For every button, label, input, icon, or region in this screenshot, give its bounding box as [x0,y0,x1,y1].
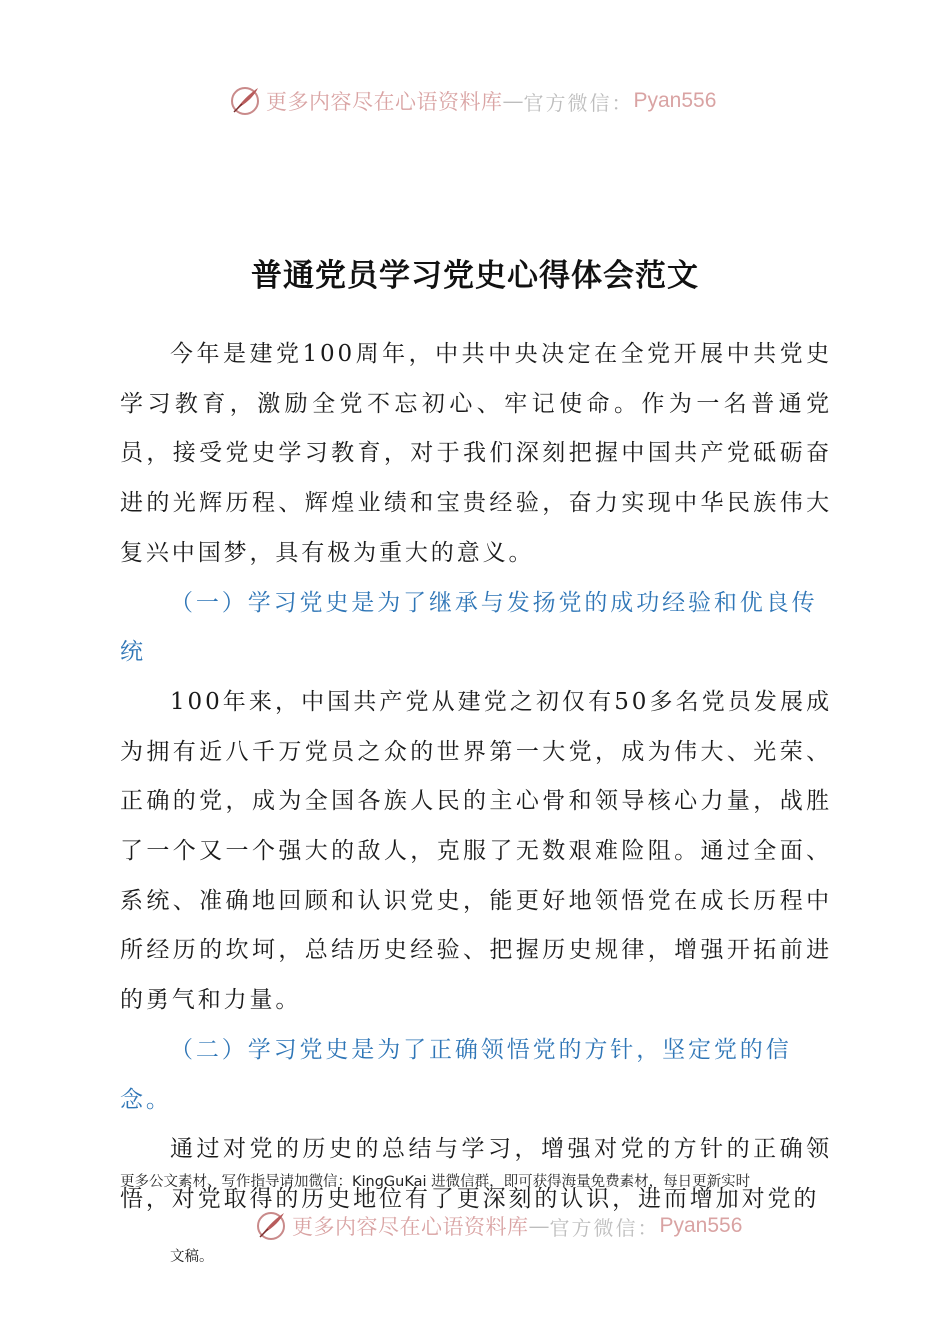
paragraph-section-1: 100年来，中国共产党从建党之初仅有50多名党员发展成为拥有近八千万党员之众的世界第一大党，成为伟大、光荣、正确的党，成为全国各族人民的主心骨和领导核心力量，战胜了一个又一个强大的敌人，克服了无数艰难险阻。通过全面、系统、准确地回顾和认识党史，能更好地领悟党在成长历程中所经历的坎坷，总结历史经验、把握历史规律，增强开拓前进的勇气和力量。 [120,688,832,1014]
section-heading-1: （一）学习党史是为了继承与发扬党的成功经验和优良传统 [120,589,818,666]
footer-note-continued: 文稿。 [170,1249,214,1265]
document-title: 普通党员学习党史心得体会范文 [251,258,699,294]
watermark-separator: — [502,89,524,113]
quill-logo-icon [228,84,262,118]
watermark-label: 官方微信： [549,1215,660,1240]
section-heading-2: （二）学习党史是为了正确领悟党的方针，坚定党的信念。 [120,1036,792,1113]
watermark-label: 官方微信： [523,90,634,115]
watermark-id: Pyan556 [633,89,717,112]
watermark-header [228,84,716,118]
watermark-brand: 更多内容尽在心语资料库 [266,90,503,114]
watermark-brand: 更多内容尽在心语资料库 [292,1215,529,1239]
watermark-id: Pyan556 [659,1214,743,1237]
paragraph-section-2: 通过对党的历史的总结与学习，增强对党的方针的正确领悟，对党取得的历史地位有了更深刻的认识，进而增加对党的 [120,1136,832,1212]
watermark-separator: — [528,1214,550,1238]
watermark-footer [254,1209,742,1243]
quill-logo-icon [254,1209,288,1243]
footer-note: 更多公文素材、写作指导请加微信：KingGuKai 进微信群，即可获得海量免费素材，每日更新实时 [120,1174,751,1190]
document-body [120,330,832,1225]
paragraph-intro: 今年是建党100周年，中共中央决定在全党开展中共党史学习教育，激励全党不忘初心、牢记使命。作为一名普通党员，接受党史学习教育，对于我们深刻把握中国共产党砥砺奋进的光辉历程、辉煌业绩和宝贵经验，奋力实现中华民族伟大复兴中国梦，具有极为重大的意义。 [120,341,832,566]
